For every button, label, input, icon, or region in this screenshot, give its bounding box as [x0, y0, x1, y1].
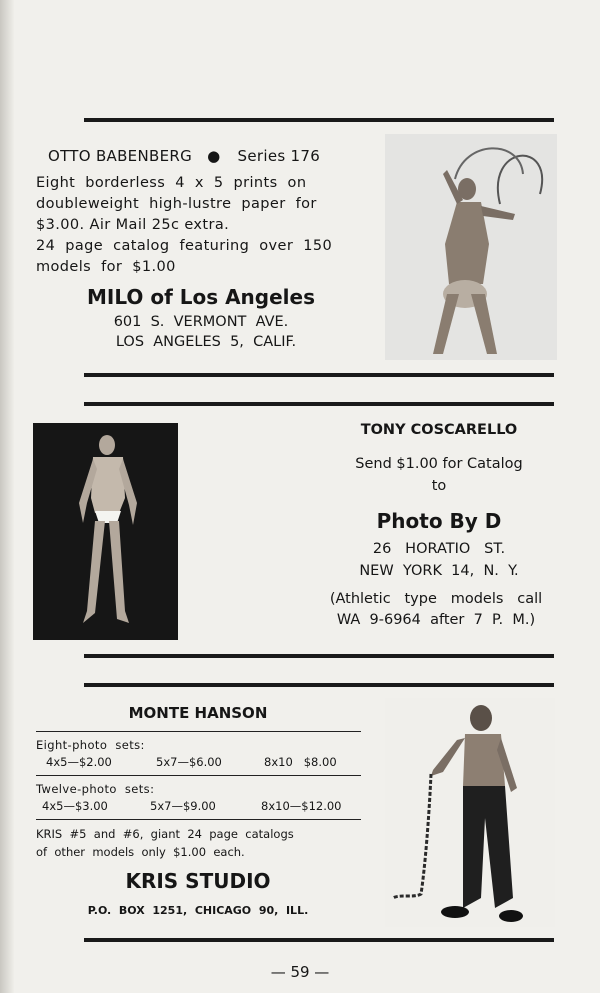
- ad1-desc-line: Eight borderless 4 x 5 prints on: [36, 175, 307, 191]
- ad2-catalog-line2: to: [431, 478, 447, 494]
- standing-figure-whip-image: [385, 134, 557, 360]
- ad3-catalog-line2: of other models only $1.00 each.: [36, 845, 245, 859]
- ad3-divider: [36, 819, 361, 820]
- ad3-photo: [385, 698, 555, 927]
- page-gutter: [0, 0, 14, 993]
- top-rule-ad3: [84, 683, 554, 687]
- ad2-photo: [33, 423, 178, 640]
- ad1-desc-line: models for $1.00: [36, 259, 176, 275]
- ad3-eight-price: 5x7—$6.00: [156, 755, 222, 769]
- ad1-series: Series 176: [237, 147, 321, 165]
- ad1-description: [36, 173, 366, 278]
- page-number: — 59 —: [270, 963, 330, 981]
- ad2-address-line1: 26 HORATIO ST.: [372, 541, 506, 557]
- ad2-note-line2: WA 9-6964 after 7 P. M.): [336, 612, 536, 628]
- ad1-header: [48, 147, 320, 165]
- ad3-studio-name: KRIS STUDIO: [125, 869, 271, 893]
- ad2-address-line2: NEW YORK 14, N. Y.: [359, 563, 519, 579]
- ad3-eight-price: 4x5—$2.00: [46, 755, 112, 769]
- ad3-twelve-price: 4x5—$3.00: [42, 799, 108, 813]
- ad1-address-line2: LOS ANGELES 5, CALIF.: [115, 334, 297, 350]
- ad3-eight-price: 8x10 $8.00: [264, 755, 337, 769]
- ad1-desc-line: $3.00. Air Mail 25c extra.: [36, 217, 230, 233]
- ad3-eight-label: Eight-photo sets:: [36, 738, 145, 752]
- man-with-chain-image: [385, 698, 555, 927]
- ad1-desc-line: doubleweight high-lustre paper for: [36, 196, 317, 212]
- top-rule-ad2: [84, 402, 554, 406]
- ad1-address-line1: 601 S. VERMONT AVE.: [113, 314, 289, 330]
- ad1-studio-name: MILO of Los Angeles: [86, 285, 316, 309]
- ad1-photo: [385, 134, 557, 360]
- man-in-posing-strap-image: [33, 423, 178, 640]
- ad3-address: P.O. BOX 1251, CHICAGO 90, ILL.: [87, 904, 309, 917]
- ad2-photographer: TONY COSCARELLO: [360, 422, 518, 438]
- ad3-divider: [36, 731, 361, 732]
- ad1-desc-line: 24 page catalog featuring over 150: [36, 238, 333, 254]
- ad3-catalog-line1: KRIS #5 and #6, giant 24 page catalogs: [36, 827, 294, 841]
- ad3-divider: [36, 775, 361, 776]
- ad3-photographer: MONTE HANSON: [128, 704, 268, 722]
- ad2-note-line1: (Athletic type models call: [329, 591, 543, 607]
- ad1-photographer: OTTO BABENBERG: [48, 147, 192, 165]
- bottom-rule-ad1: [84, 373, 554, 377]
- ad2-catalog-line1: Send $1.00 for Catalog: [355, 456, 523, 472]
- ad3-twelve-label: Twelve-photo sets:: [36, 782, 155, 796]
- top-rule-ad1: [84, 118, 554, 122]
- bottom-rule-ad3: [84, 938, 554, 942]
- ad3-twelve-price: 8x10—$12.00: [261, 799, 342, 813]
- bullet-icon: ●: [207, 147, 221, 165]
- ad3-twelve-price: 5x7—$9.00: [150, 799, 216, 813]
- bottom-rule-ad2: [84, 654, 554, 658]
- ad2-studio-name: Photo By D: [376, 509, 502, 533]
